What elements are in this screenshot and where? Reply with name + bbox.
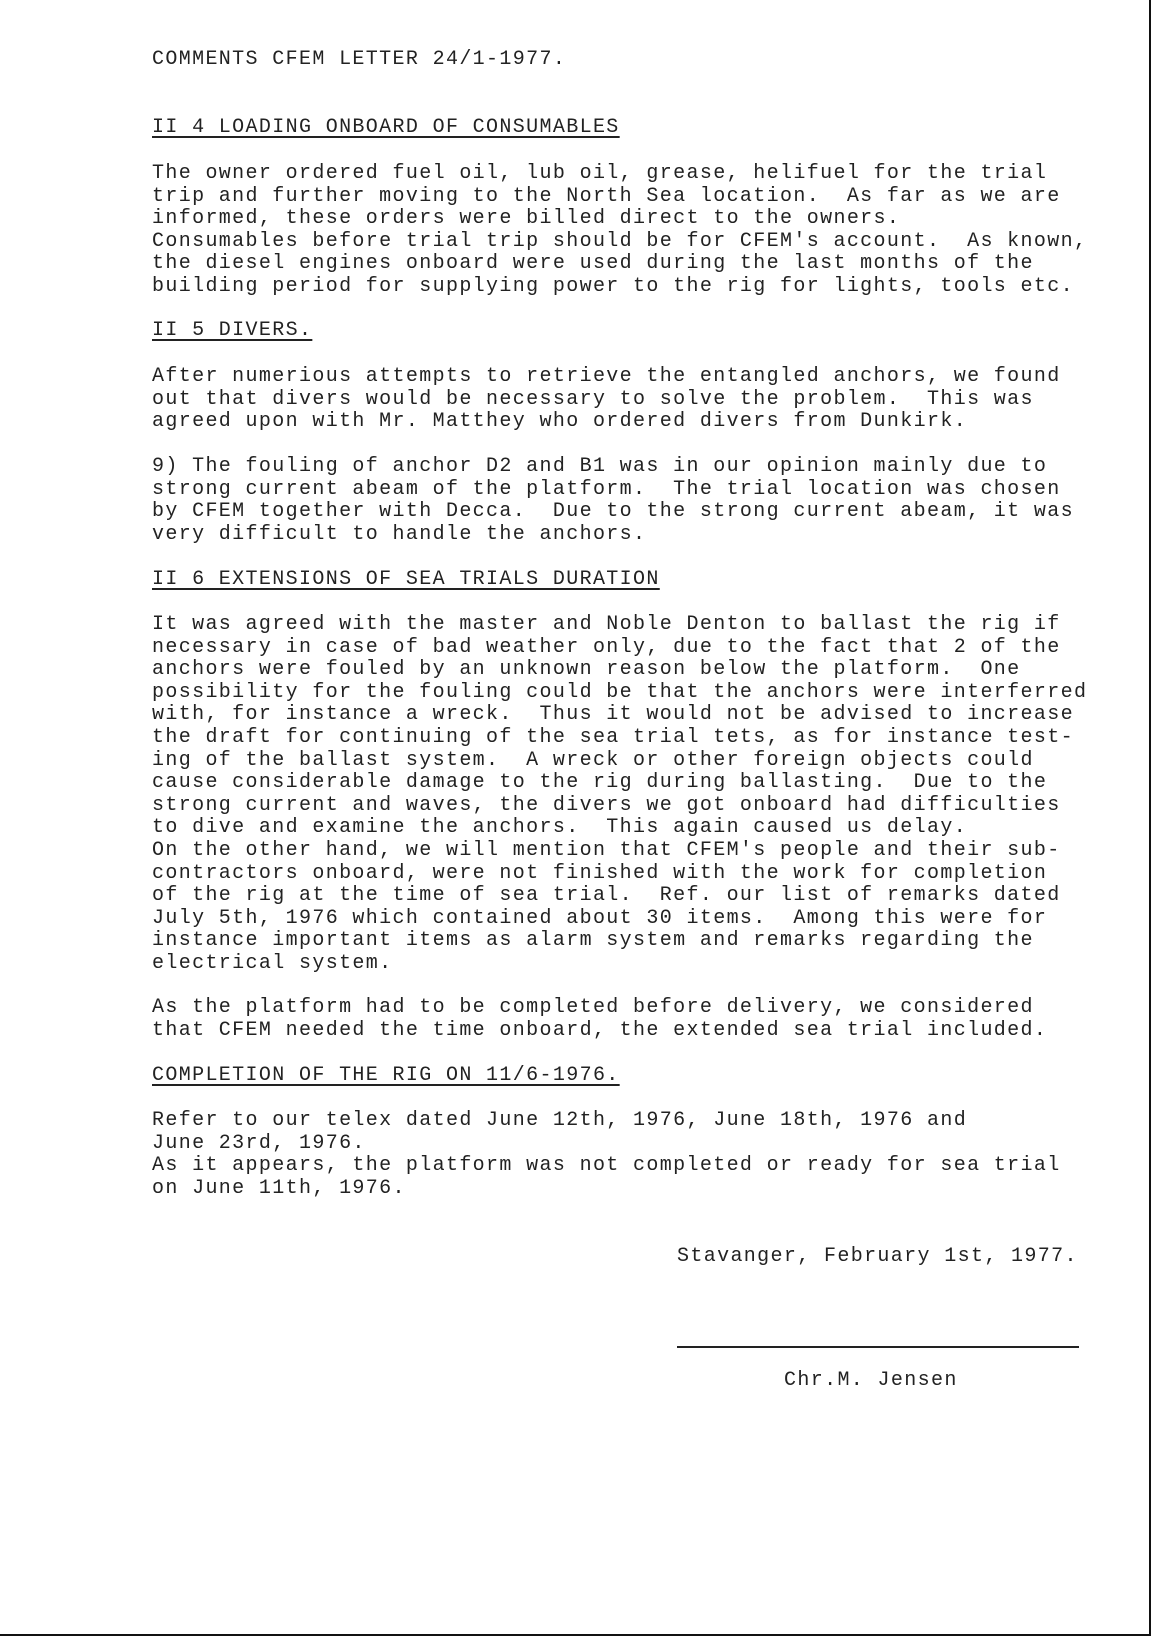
section-heading: COMPLETION OF THE RIG ON 11/6-1976. bbox=[152, 1064, 620, 1087]
text-line: of the rig at the time of sea trial. Ref. our list of remarks dated bbox=[152, 884, 1061, 908]
text-line: contractors onboard, were not finished with the work for completion bbox=[152, 861, 1048, 885]
text-line: by CFEM together with Decca. Due to the strong current abeam, it was bbox=[152, 500, 1074, 524]
text-line: to dive and examine the anchors. This again caused us delay. bbox=[152, 816, 968, 840]
text-line: strong current and waves, the divers we got onboard had difficulties bbox=[152, 793, 1061, 817]
text-line: As it appears, the platform was not completed or ready for sea trial bbox=[152, 1154, 1061, 1178]
text-line: ing of the ballast system. A wreck or other foreign objects could bbox=[152, 748, 1034, 772]
section-heading: II 4 LOADING ONBOARD OF CONSUMABLES bbox=[152, 116, 620, 139]
paragraph bbox=[152, 163, 1087, 299]
text-line: cause considerable damage to the rig during ballasting. Due to the bbox=[152, 771, 1048, 795]
text-line: July 5th, 1976 which contained about 30 items. Among this were for bbox=[152, 906, 1048, 930]
place-date: Stavanger, February 1st, 1977. bbox=[677, 1245, 1078, 1268]
text-line: building period for supplying power to the rig for lights, tools etc. bbox=[152, 274, 1074, 298]
text-line: After numerious attempts to retrieve the entangled anchors, we found bbox=[152, 365, 1061, 388]
text-line: anchors were fouled by an unknown reason below the platform. One bbox=[152, 658, 1021, 682]
text-line: on June 11th, 1976. bbox=[152, 1176, 406, 1200]
text-line: On the other hand, we will mention that CFEM's people and their sub- bbox=[152, 838, 1061, 862]
text-line: strong current abeam of the platform. The trial location was chosen bbox=[152, 477, 1061, 501]
text-line: that CFEM needed the time onboard, the extended sea trial included. bbox=[152, 1018, 1048, 1042]
text-line: It was agreed with the master and Noble Denton to ballast the rig if bbox=[152, 613, 1061, 636]
text-line: very difficult to handle the anchors. bbox=[152, 522, 647, 546]
text-line: agreed upon with Mr. Matthey who ordered divers from Dunkirk. bbox=[152, 410, 968, 434]
text-line: electrical system. bbox=[152, 951, 393, 975]
text-line: possibility for the fouling could be that the anchors were interferred bbox=[152, 680, 1088, 704]
text-line: out that divers would be necessary to solve the problem. This was bbox=[152, 387, 1034, 411]
text-line: the draft for continuing of the sea trial tets, as for instance test- bbox=[152, 725, 1074, 749]
paragraph bbox=[152, 1110, 1061, 1200]
text-line: As the platform had to be completed before delivery, we considered bbox=[152, 996, 1034, 1019]
text-line: The owner ordered fuel oil, lub oil, grease, helifuel for the trial bbox=[152, 162, 1048, 185]
text-line: with, for instance a wreck. Thus it would not be advised to increase bbox=[152, 703, 1074, 727]
text-line: June 23rd, 1976. bbox=[152, 1131, 366, 1155]
signatory-name: Chr.M. Jensen bbox=[784, 1369, 958, 1392]
section-heading: II 6 EXTENSIONS OF SEA TRIALS DURATION bbox=[152, 568, 660, 591]
text-line: Consumables before trial trip should be for CFEM's account. As known, bbox=[152, 229, 1088, 253]
text-line: informed, these orders were billed direct to the owners. bbox=[152, 207, 901, 231]
section-heading: II 5 DIVERS. bbox=[152, 319, 313, 342]
paragraph bbox=[152, 997, 1047, 1042]
text-line: Refer to our telex dated June 12th, 1976, June 18th, 1976 and bbox=[152, 1109, 968, 1132]
paragraph bbox=[152, 366, 1061, 434]
text-line: 9) The fouling of anchor D2 and B1 was in our opinion mainly due to bbox=[152, 455, 1048, 478]
document-title: COMMENTS CFEM LETTER 24/1-1977. bbox=[152, 48, 567, 71]
paragraph bbox=[152, 614, 1087, 976]
signature-line bbox=[677, 1346, 1079, 1348]
text-line: instance important items as alarm system and remarks regarding the bbox=[152, 929, 1034, 953]
text-line: trip and further moving to the North Sea location. As far as we are bbox=[152, 184, 1061, 208]
text-line: necessary in case of bad weather only, due to the fact that 2 of the bbox=[152, 635, 1061, 659]
text-line: the diesel engines onboard were used during the last months of the bbox=[152, 252, 1034, 276]
paragraph bbox=[152, 456, 1074, 546]
